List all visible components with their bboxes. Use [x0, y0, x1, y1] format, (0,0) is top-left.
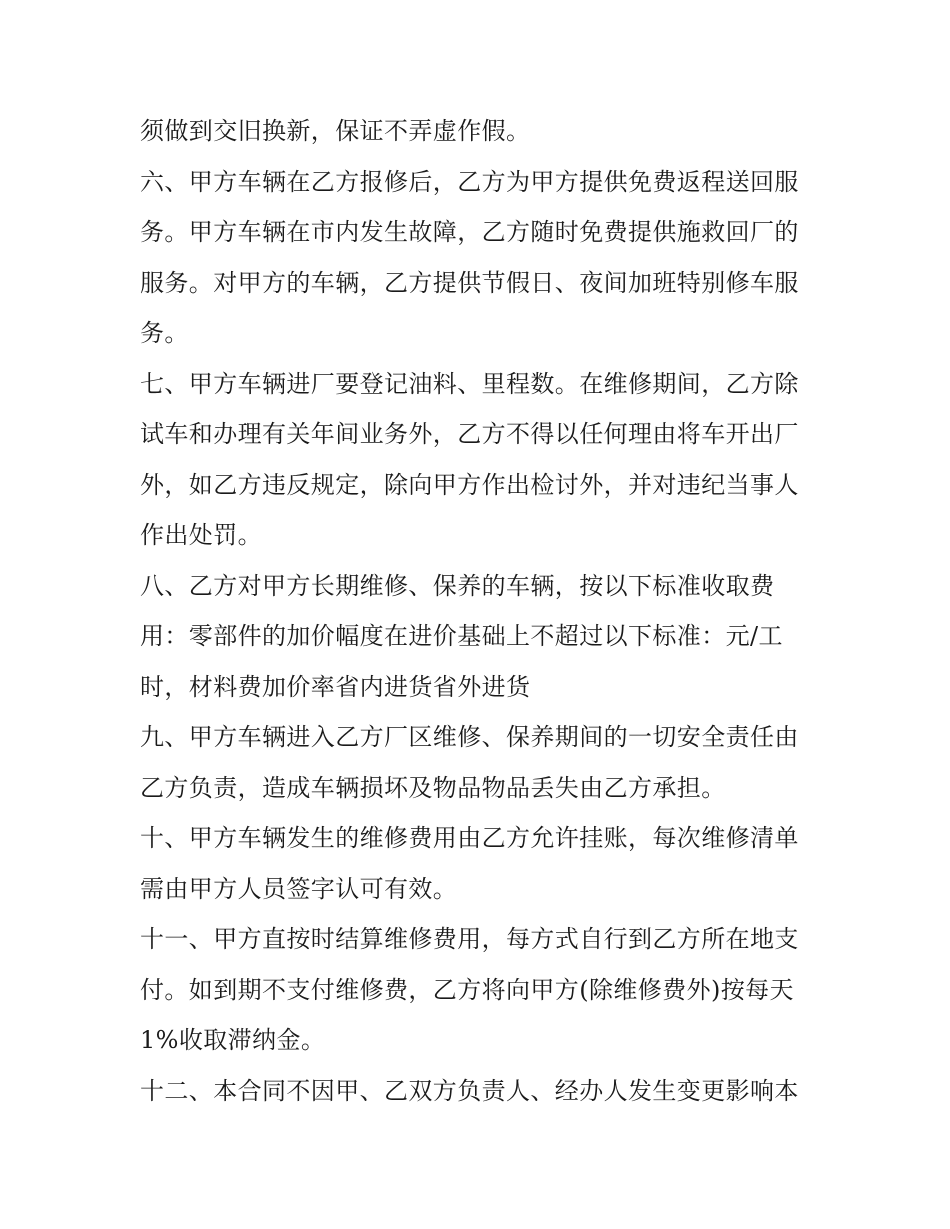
text-line: 须做到交旧换新，保证不弄虚作假。: [140, 117, 531, 145]
text-line: 用：零部件的加价幅度在进价基础上不超过以下标准：元/工: [140, 622, 783, 650]
text-line: 九、甲方车辆进入乙方厂区维修、保养期间的一切安全责任由: [140, 723, 799, 751]
text-line: 时，材料费加价率省内进货省外进货: [140, 672, 531, 701]
text-line: 务。甲方车辆在市内发生故障，乙方随时免费提供施救回厂的: [140, 218, 799, 246]
text-line: 1%收取滞纳金。: [140, 1026, 326, 1054]
text-line: 务。: [140, 319, 189, 347]
text-line: 外，如乙方违反规定，除向甲方作出检讨外，并对违纪当事人: [140, 470, 799, 499]
text-line: 作出处罚。: [140, 521, 262, 549]
text-line: 试车和办理有关年间业务外，乙方不得以任何理由将车开出厂: [140, 420, 799, 448]
contract-body-text: [140, 106, 820, 1116]
text-line: 服务。对甲方的车辆，乙方提供节假日、夜间加班特别修车服: [140, 268, 799, 297]
text-line: 十、甲方车辆发生的维修费用由乙方允许挂账，每次维修清单: [140, 824, 799, 852]
text-line: 付。如到期不支付维修费，乙方将向甲方(除维修费外)按每天: [140, 975, 794, 1004]
text-line: 需由甲方人员签字认可有效。: [140, 874, 458, 903]
text-line: 六、甲方车辆在乙方报修后，乙方为甲方提供免费返程送回服: [140, 167, 799, 196]
text-line: 十一、甲方直按时结算维修费用，每方式自行到乙方所在地支: [140, 925, 799, 953]
text-line: 乙方负责，造成车辆损坏及物品物品丢失由乙方承担。: [140, 773, 726, 802]
text-line: 八、乙方对甲方长期维修、保养的车辆，按以下标准收取费: [140, 571, 775, 600]
text-line: 七、甲方车辆进厂要登记油料、里程数。在维修期间，乙方除: [140, 369, 799, 398]
text-line: 十二、本合同不因甲、乙双方负责人、经办人发生变更影响本: [140, 1076, 799, 1105]
